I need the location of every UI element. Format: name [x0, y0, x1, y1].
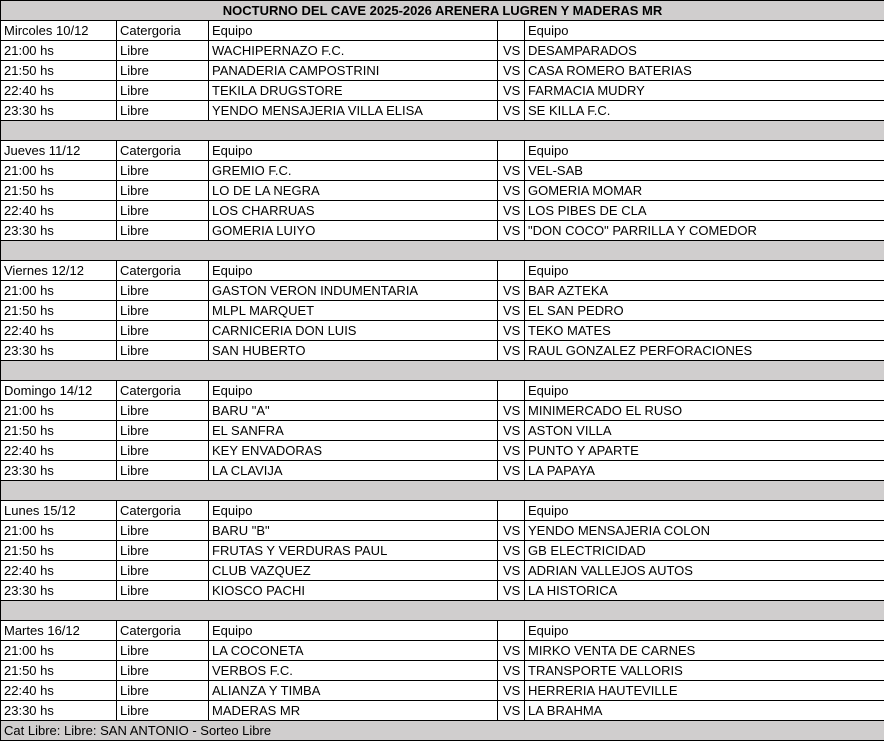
match-row [1, 581, 884, 601]
vs-label: VS [498, 581, 525, 601]
match-category: Libre [117, 201, 209, 221]
match-time: 22:40 hs [1, 321, 117, 341]
vs-label: VS [498, 81, 525, 101]
match-row [1, 701, 884, 721]
match-category: Libre [117, 301, 209, 321]
away-team: GOMERIA MOMAR [525, 181, 884, 201]
away-team: EL SAN PEDRO [525, 301, 884, 321]
match-category: Libre [117, 541, 209, 561]
spacer-row [1, 481, 884, 501]
rival-header: Equipo [525, 381, 884, 401]
match-category: Libre [117, 161, 209, 181]
away-team: LA BRAHMA [525, 701, 884, 721]
category-header: Catergoria [117, 621, 209, 641]
vs-label: VS [498, 221, 525, 241]
spacer-cell [1, 601, 884, 621]
match-time: 21:50 hs [1, 301, 117, 321]
vs-label: VS [498, 201, 525, 221]
match-row [1, 441, 884, 461]
home-team: LA CLAVIJA [209, 461, 498, 481]
vs-label: VS [498, 461, 525, 481]
match-row [1, 561, 884, 581]
away-team: MIRKO VENTA DE CARNES [525, 641, 884, 661]
home-team: YENDO MENSAJERIA VILLA ELISA [209, 101, 498, 121]
match-row [1, 181, 884, 201]
day-label: Martes 16/12 [1, 621, 117, 641]
home-team: GOMERIA LUIYO [209, 221, 498, 241]
home-team: TEKILA DRUGSTORE [209, 81, 498, 101]
match-category: Libre [117, 641, 209, 661]
match-time: 21:50 hs [1, 541, 117, 561]
away-team: RAUL GONZALEZ PERFORACIONES [525, 341, 884, 361]
match-time: 21:00 hs [1, 401, 117, 421]
vs-label: VS [498, 101, 525, 121]
day-label: Viernes 12/12 [1, 261, 117, 281]
home-team: BARU "B" [209, 521, 498, 541]
home-team: GASTON VERON INDUMENTARIA [209, 281, 498, 301]
match-row [1, 321, 884, 341]
match-time: 23:30 hs [1, 461, 117, 481]
vs-label: VS [498, 301, 525, 321]
home-team: VERBOS F.C. [209, 661, 498, 681]
away-team: LA PAPAYA [525, 461, 884, 481]
home-team: BARU "A" [209, 401, 498, 421]
away-team: GB ELECTRICIDAD [525, 541, 884, 561]
match-row [1, 521, 884, 541]
category-header: Catergoria [117, 381, 209, 401]
match-category: Libre [117, 681, 209, 701]
away-team: VEL-SAB [525, 161, 884, 181]
day-header-row [1, 621, 884, 641]
home-team: SAN HUBERTO [209, 341, 498, 361]
match-category: Libre [117, 561, 209, 581]
match-category: Libre [117, 81, 209, 101]
rival-header: Equipo [525, 141, 884, 161]
away-team: ASTON VILLA [525, 421, 884, 441]
day-header-row [1, 381, 884, 401]
match-time: 22:40 hs [1, 561, 117, 581]
home-team: LOS CHARRUAS [209, 201, 498, 221]
match-time: 23:30 hs [1, 221, 117, 241]
vs-label: VS [498, 281, 525, 301]
home-team: WACHIPERNAZO F.C. [209, 41, 498, 61]
title-row [1, 1, 884, 21]
vs-label: VS [498, 41, 525, 61]
away-team: "DON COCO" PARRILLA Y COMEDOR [525, 221, 884, 241]
away-team: BAR AZTEKA [525, 281, 884, 301]
footer-note: Cat Libre: Libre: SAN ANTONIO - Sorteo Libre [1, 721, 884, 741]
match-category: Libre [117, 281, 209, 301]
sheet-title: NOCTURNO DEL CAVE 2025-2026 ARENERA LUGREN Y MADERAS MR [1, 1, 884, 21]
away-team: CASA ROMERO BATERIAS [525, 61, 884, 81]
day-header-row [1, 261, 884, 281]
away-team: FARMACIA MUDRY [525, 81, 884, 101]
footer-row [1, 721, 884, 741]
rival-header: Equipo [525, 21, 884, 41]
match-row [1, 41, 884, 61]
match-category: Libre [117, 661, 209, 681]
away-team: HERRERIA HAUTEVILLE [525, 681, 884, 701]
match-category: Libre [117, 61, 209, 81]
match-row [1, 341, 884, 361]
match-time: 21:00 hs [1, 281, 117, 301]
match-time: 22:40 hs [1, 441, 117, 461]
match-row [1, 421, 884, 441]
match-category: Libre [117, 181, 209, 201]
match-time: 22:40 hs [1, 81, 117, 101]
home-team: ALIANZA Y TIMBA [209, 681, 498, 701]
vs-label: VS [498, 701, 525, 721]
home-team: CARNICERIA DON LUIS [209, 321, 498, 341]
day-label: Mircoles 10/12 [1, 21, 117, 41]
match-row [1, 641, 884, 661]
match-time: 23:30 hs [1, 101, 117, 121]
match-category: Libre [117, 401, 209, 421]
vs-label: VS [498, 541, 525, 561]
home-team: LA COCONETA [209, 641, 498, 661]
match-time: 21:50 hs [1, 421, 117, 441]
category-header: Catergoria [117, 261, 209, 281]
vs-header-empty [498, 261, 525, 281]
vs-header-empty [498, 141, 525, 161]
match-row [1, 101, 884, 121]
away-team: MINIMERCADO EL RUSO [525, 401, 884, 421]
match-row [1, 661, 884, 681]
home-team: GREMIO F.C. [209, 161, 498, 181]
match-category: Libre [117, 461, 209, 481]
rival-header: Equipo [525, 261, 884, 281]
match-category: Libre [117, 341, 209, 361]
home-team: MLPL MARQUET [209, 301, 498, 321]
day-header-row [1, 501, 884, 521]
spacer-row [1, 601, 884, 621]
home-team: EL SANFRA [209, 421, 498, 441]
home-team: CLUB VAZQUEZ [209, 561, 498, 581]
day-label: Lunes 15/12 [1, 501, 117, 521]
day-header-row [1, 141, 884, 161]
match-time: 22:40 hs [1, 201, 117, 221]
home-team: KIOSCO PACHI [209, 581, 498, 601]
match-row [1, 541, 884, 561]
match-row [1, 681, 884, 701]
spacer-row [1, 121, 884, 141]
day-header-row [1, 21, 884, 41]
vs-header-empty [498, 621, 525, 641]
category-header: Catergoria [117, 501, 209, 521]
away-team: LA HISTORICA [525, 581, 884, 601]
match-category: Libre [117, 221, 209, 241]
spacer-cell [1, 121, 884, 141]
vs-label: VS [498, 521, 525, 541]
vs-label: VS [498, 321, 525, 341]
vs-header-empty [498, 381, 525, 401]
vs-label: VS [498, 341, 525, 361]
vs-label: VS [498, 421, 525, 441]
away-team: TEKO MATES [525, 321, 884, 341]
team-header: Equipo [209, 381, 498, 401]
match-time: 22:40 hs [1, 681, 117, 701]
team-header: Equipo [209, 621, 498, 641]
day-label: Domingo 14/12 [1, 381, 117, 401]
away-team: DESAMPARADOS [525, 41, 884, 61]
vs-header-empty [498, 501, 525, 521]
vs-label: VS [498, 161, 525, 181]
match-row [1, 281, 884, 301]
team-header: Equipo [209, 21, 498, 41]
away-team: PUNTO Y APARTE [525, 441, 884, 461]
vs-label: VS [498, 641, 525, 661]
spacer-row [1, 241, 884, 261]
match-row [1, 401, 884, 421]
match-time: 21:50 hs [1, 661, 117, 681]
rival-header: Equipo [525, 621, 884, 641]
match-time: 21:00 hs [1, 521, 117, 541]
away-team: SE KILLA F.C. [525, 101, 884, 121]
team-header: Equipo [209, 501, 498, 521]
team-header: Equipo [209, 261, 498, 281]
match-category: Libre [117, 421, 209, 441]
vs-label: VS [498, 661, 525, 681]
spacer-cell [1, 481, 884, 501]
home-team: PANADERIA CAMPOSTRINI [209, 61, 498, 81]
vs-label: VS [498, 401, 525, 421]
match-time: 21:00 hs [1, 641, 117, 661]
home-team: KEY ENVADORAS [209, 441, 498, 461]
match-time: 23:30 hs [1, 341, 117, 361]
spacer-row [1, 361, 884, 381]
match-row [1, 61, 884, 81]
away-team: LOS PIBES DE CLA [525, 201, 884, 221]
category-header: Catergoria [117, 141, 209, 161]
home-team: LO DE LA NEGRA [209, 181, 498, 201]
away-team: ADRIAN VALLEJOS AUTOS [525, 561, 884, 581]
team-header: Equipo [209, 141, 498, 161]
match-time: 21:00 hs [1, 161, 117, 181]
day-label: Jueves 11/12 [1, 141, 117, 161]
match-time: 21:50 hs [1, 181, 117, 201]
match-time: 21:50 hs [1, 61, 117, 81]
match-category: Libre [117, 41, 209, 61]
match-time: 21:00 hs [1, 41, 117, 61]
vs-label: VS [498, 61, 525, 81]
vs-label: VS [498, 681, 525, 701]
match-category: Libre [117, 441, 209, 461]
away-team: YENDO MENSAJERIA COLON [525, 521, 884, 541]
vs-label: VS [498, 181, 525, 201]
vs-label: VS [498, 561, 525, 581]
vs-header-empty [498, 21, 525, 41]
home-team: MADERAS MR [209, 701, 498, 721]
match-row [1, 461, 884, 481]
spacer-cell [1, 241, 884, 261]
match-category: Libre [117, 521, 209, 541]
match-row [1, 81, 884, 101]
match-time: 23:30 hs [1, 581, 117, 601]
rival-header: Equipo [525, 501, 884, 521]
match-category: Libre [117, 581, 209, 601]
match-row [1, 201, 884, 221]
match-row [1, 301, 884, 321]
home-team: FRUTAS Y VERDURAS PAUL [209, 541, 498, 561]
match-row [1, 221, 884, 241]
match-category: Libre [117, 701, 209, 721]
match-time: 23:30 hs [1, 701, 117, 721]
spacer-cell [1, 361, 884, 381]
match-category: Libre [117, 101, 209, 121]
away-team: TRANSPORTE VALLORIS [525, 661, 884, 681]
match-row [1, 161, 884, 181]
vs-label: VS [498, 441, 525, 461]
category-header: Catergoria [117, 21, 209, 41]
match-category: Libre [117, 321, 209, 341]
